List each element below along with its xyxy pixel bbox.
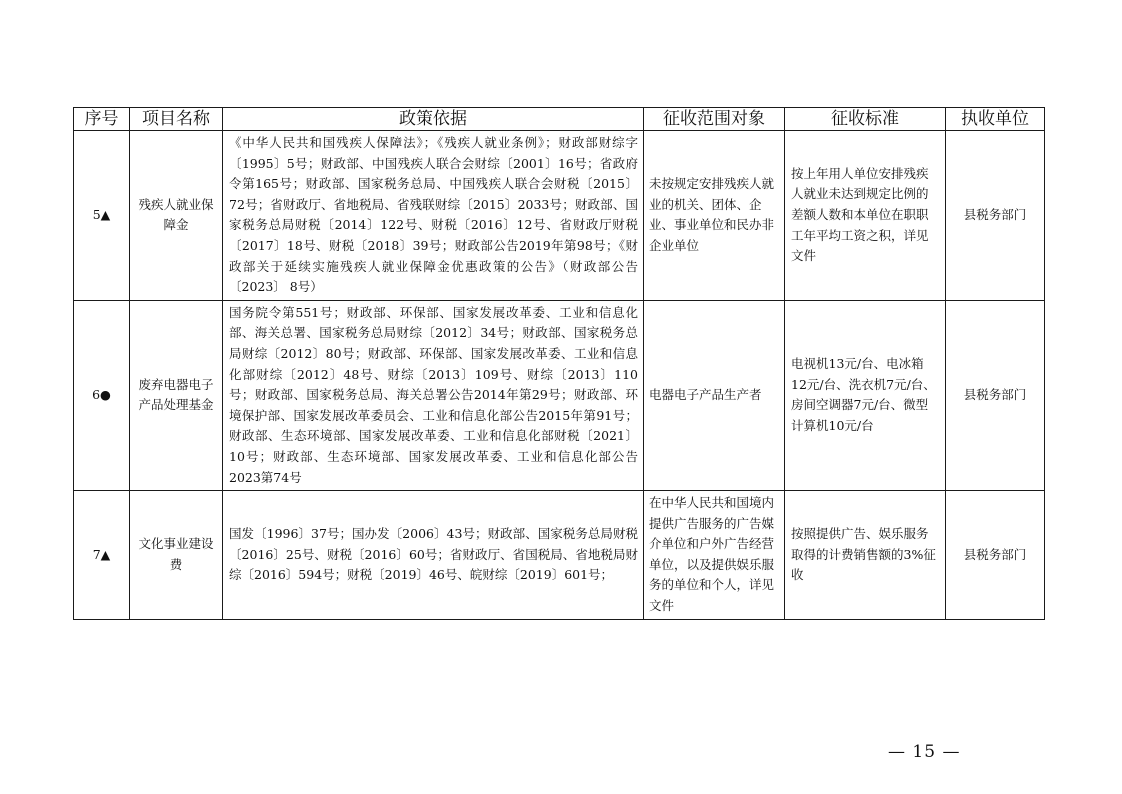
- header-name: 项目名称: [130, 108, 223, 131]
- header-unit: 执收单位: [946, 108, 1045, 131]
- header-standard: 征收标准: [785, 108, 946, 131]
- row-standard: 电视机13元/台、电冰箱12元/台、洗衣机7元/台、房间空调器7元/台、微型计算机10元/台: [785, 300, 946, 490]
- row-scope: 电器电子产品生产者: [644, 300, 785, 490]
- header-scope: 征收范围对象: [644, 108, 785, 131]
- row-name: 废弃电器电子产品处理基金: [130, 300, 223, 490]
- row-scope: 未按规定安排残疾人就业的机关、团体、企业、事业单位和民办非企业单位: [644, 131, 785, 301]
- row-standard: 按照提供广告、娱乐服务取得的计费销售额的3%征收: [785, 491, 946, 620]
- header-no: 序号: [74, 108, 130, 131]
- row-unit: 县税务部门: [946, 491, 1045, 620]
- row-basis: 国务院令第551号；财政部、环保部、国家发展改革委、工业和信息化部、海关总署、国家税务总局财综〔2012〕34号；财政部、国家税务总局财综〔2012〕80号；财政部、环保部、国家发展改革委、工业和信息化部财综〔2012〕48号、财综〔2013〕109号、财综〔2013〕110号；财政部、国家税务总局、海关总署公告2014年第29号；财政部、环境保护部、国家发展改革委员会、工业和信息化部公告2015年第91号；财政部、生态环境部、国家发展改革委、工业和信息化部财税〔2021〕10号；财政部、生态环境部、国家发展改革委、工业和信息化部公告2023第74号: [223, 300, 644, 490]
- table-header-row: [74, 108, 1045, 131]
- row-name: 文化事业建设费: [130, 491, 223, 620]
- header-basis: 政策依据: [223, 108, 644, 131]
- table-row: [74, 491, 1045, 620]
- row-scope: 在中华人民共和国境内提供广告服务的广告媒介单位和户外广告经营单位，以及提供娱乐服务的单位和个人，详见文件: [644, 491, 785, 620]
- row-no: 7▲: [74, 491, 130, 620]
- row-no: 5▲: [74, 131, 130, 301]
- row-basis: 《中华人民共和国残疾人保障法》；《残疾人就业条例》；财政部财综字〔1995〕5号；财政部、中国残疾人联合会财综〔2001〕16号；省政府令第165号；财政部、国家税务总局、中国残疾人联合会财税〔2015〕72号；省财政厅、省地税局、省残联财综〔2015〕2033号；财政部、国家税务总局财税〔2014〕122号、财税〔2016〕12号、省财政厅财税〔2017〕18号、财税〔2018〕39号；财政部公告2019年第98号；《财政部关于延续实施残疾人就业保障金优惠政策的公告》（财政部公告〔2023〕 8号）: [223, 131, 644, 301]
- row-standard: 按上年用人单位安排残疾人就业未达到规定比例的差额人数和本单位在职职工年平均工资之积，详见文件: [785, 131, 946, 301]
- row-name: 残疾人就业保障金: [130, 131, 223, 301]
- page-number: — 15 —: [888, 742, 961, 762]
- row-no: 6●: [74, 300, 130, 490]
- table-row: [74, 300, 1045, 490]
- fee-schedule-table: [73, 107, 1045, 620]
- row-unit: 县税务部门: [946, 131, 1045, 301]
- row-unit: 县税务部门: [946, 300, 1045, 490]
- fee-schedule-page: [73, 107, 1044, 620]
- row-basis: 国发〔1996〕37号；国办发〔2006〕43号；财政部、国家税务总局财税〔2016〕25号、财税〔2016〕60号；省财政厅、省国税局、省地税局财综〔2016〕594号；财税〔2019〕46号、皖财综〔2019〕601号；: [223, 491, 644, 620]
- table-row: [74, 131, 1045, 301]
